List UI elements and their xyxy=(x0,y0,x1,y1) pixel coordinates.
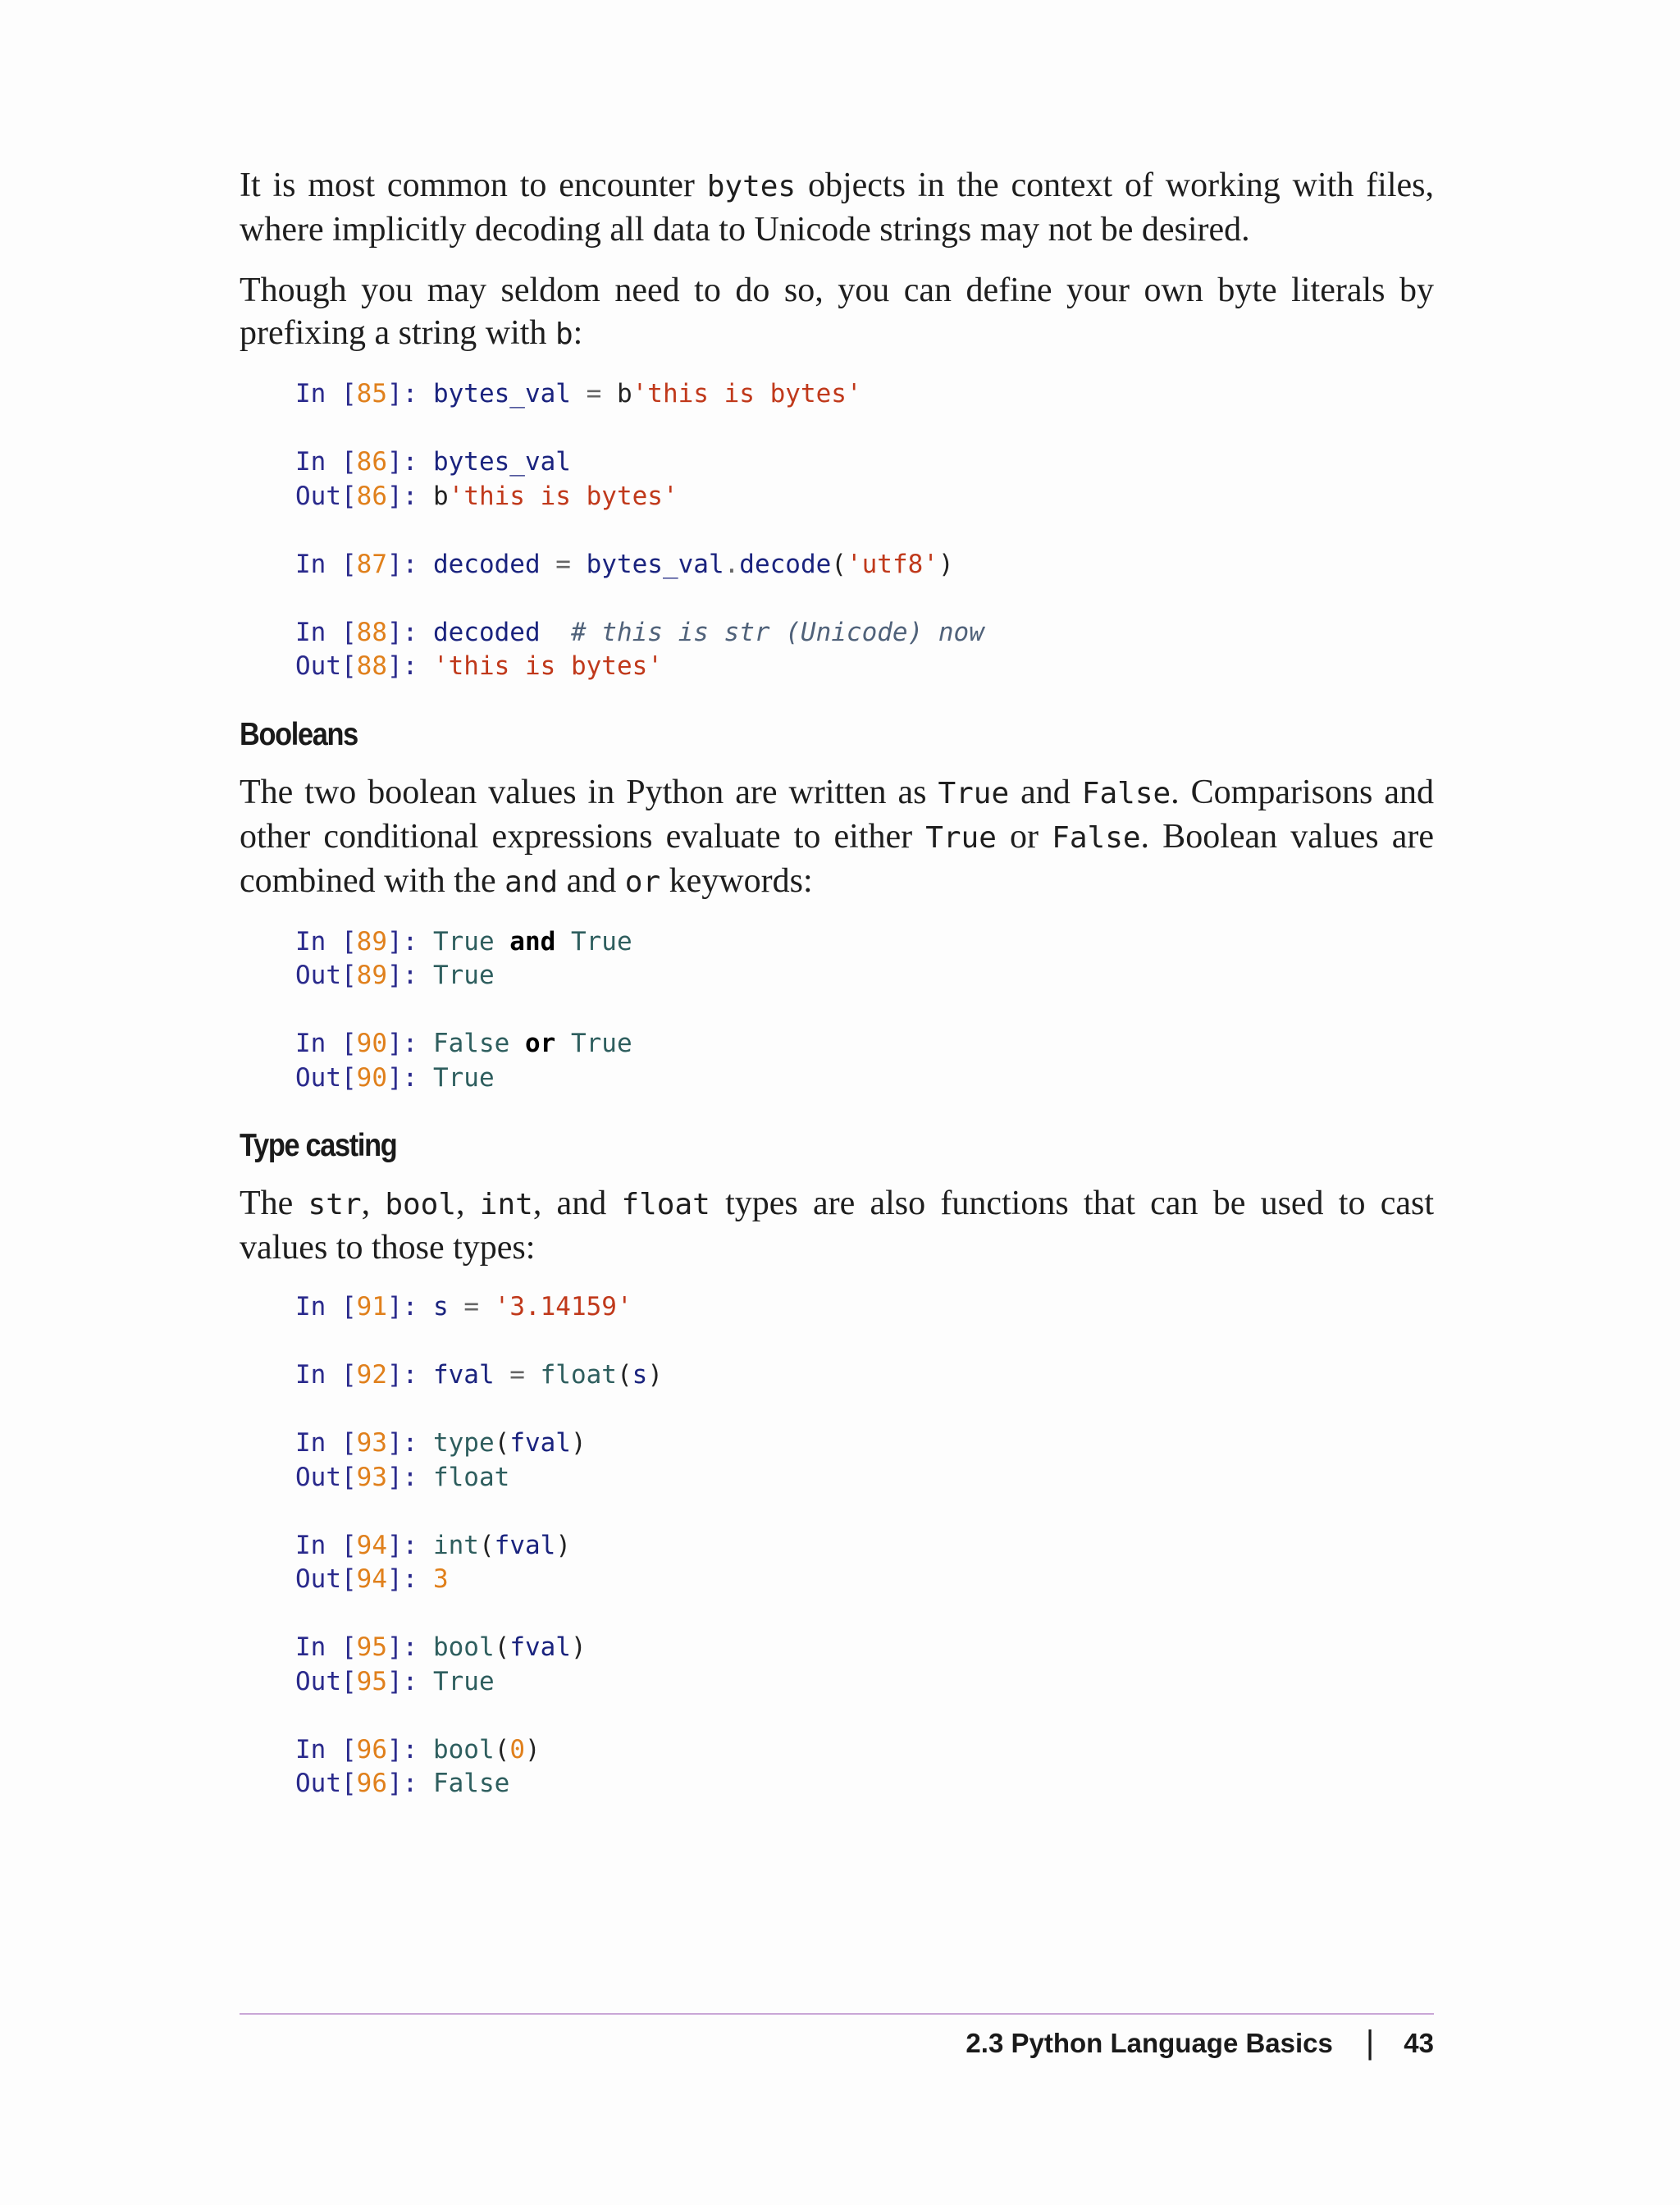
heading-type-casting: Type casting xyxy=(240,1128,397,1163)
code-block-casting: In [91]: s = '3.14159' In [92]: fval = float(s) In [93]: type(fval) Out[93]: float In [94]: int(fval) Out[94]: 3 In [95]: bool(fval) Out[95]: True In [96]: bool(0) Out[96]: False xyxy=(295,1292,663,1798)
text: objects in the context of working with files, where implicitly decoding all data to Unicode strings may not be desired. xyxy=(240,167,1434,249)
footer-section-title: 2.3 Python Language Basics xyxy=(966,2027,1333,2058)
page-content xyxy=(240,164,1434,1828)
text: Though you may seldom need to do so, you can define your own byte literals by prefixing a string with xyxy=(240,272,1434,352)
footer-rule xyxy=(240,2013,1434,2015)
paragraph-booleans: The two boolean values in Python are written as True and False. Comparisons and other conditional expressions evaluate to either True or False. Boolean values are combined with the and and or keywords: xyxy=(240,773,1434,900)
paragraph-byte-literals xyxy=(240,269,1434,356)
inline-code: bytes xyxy=(706,170,797,203)
page-number: 43 xyxy=(1404,2027,1434,2058)
text: It is most common to encounter xyxy=(240,167,707,204)
page-footer xyxy=(966,2025,1434,2061)
footer-separator: | xyxy=(1365,2025,1375,2061)
text: : xyxy=(573,314,583,352)
paragraph-bytes-context xyxy=(240,164,1434,251)
paragraph-type-casting: The str, bool, int, and float types are also functions that can be used to cast values to those types: xyxy=(240,1185,1435,1267)
code-block-bytes: In [85]: bytes_val = b'this is bytes' In [86]: bytes_val Out[86]: b'this is bytes' In [87]: decoded = bytes_val.decode('utf8') In [88]: decoded # this is str (Unicode) now Out[88]: 'this is bytes' xyxy=(295,379,984,681)
code-block-booleans: In [89]: True and True Out[89]: True In [90]: False or True Out[90]: True xyxy=(295,926,632,1093)
heading-booleans: Booleans xyxy=(240,716,358,752)
inline-code: b xyxy=(555,317,573,351)
